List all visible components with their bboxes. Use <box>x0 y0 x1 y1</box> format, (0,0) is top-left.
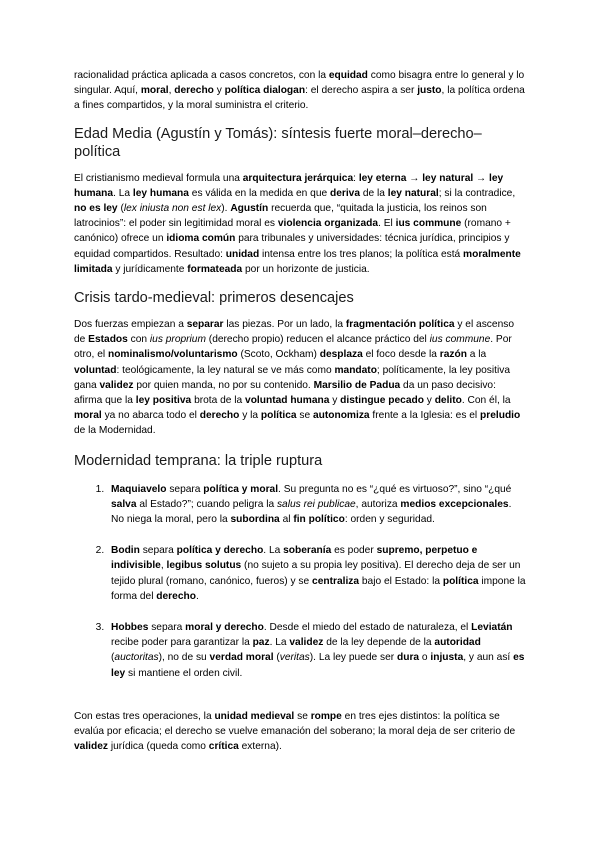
list-item-maquiavelo <box>107 482 526 528</box>
bold-text: distingue pecado <box>340 395 424 407</box>
bold-text: no es ley <box>74 203 118 215</box>
bold-text: ley positiva <box>135 395 192 407</box>
text-run: , <box>168 85 175 97</box>
text-run: da un paso decisivo: afirma que la <box>74 379 496 407</box>
bold-text: equidad <box>328 70 368 81</box>
italic-text: lex iniusta non est lex <box>123 203 222 215</box>
text-run: ). La ley puede ser <box>309 652 397 664</box>
bold-text: política <box>260 410 297 422</box>
text-run: separa <box>148 622 186 634</box>
text-run: se <box>296 410 313 422</box>
bold-text: supremo, perpetuo e indivisible <box>111 545 478 572</box>
text-run: , autoriza <box>355 498 401 510</box>
italic-text: veritas <box>279 652 310 664</box>
bold-text: Marsilio de Padua <box>313 379 401 391</box>
text-run: se <box>294 710 311 722</box>
bold-text: derecho <box>156 590 196 602</box>
text-run: ), no de su <box>158 652 210 664</box>
list-item-bodin <box>107 543 526 604</box>
bold-text: Estados <box>88 334 128 346</box>
bold-text: Hobbes <box>111 622 149 634</box>
bold-text: justo <box>417 85 442 97</box>
bold-text: política dialogan <box>224 85 306 97</box>
text-run: : <box>353 172 359 184</box>
bold-text: Maquiavelo <box>111 483 167 495</box>
text-run: Dos fuerzas empiezan a <box>74 319 187 331</box>
bold-text: moral <box>74 410 102 422</box>
text-run: . La <box>269 637 290 649</box>
text-run: , <box>160 560 167 572</box>
closing-paragraph <box>74 709 526 755</box>
bold-text: ley eterna → ley natural → ley humana <box>74 172 504 199</box>
bold-text: razón <box>439 349 467 361</box>
text-run: a la <box>466 349 487 361</box>
bold-text: violencia organizada <box>277 218 379 230</box>
text-run: recuerda que, “quitada la justicia, los reinos son latrocinios”: el poder sin legitimidad moral es <box>74 203 487 230</box>
italic-text: auctoritas <box>114 652 159 664</box>
bold-text: mandato <box>334 364 377 376</box>
bold-text: legibus solutus <box>166 560 242 572</box>
paragraph-crisis-tardo-medieval <box>74 317 526 439</box>
text-run: , y aun así <box>463 652 514 664</box>
bold-text: dura <box>397 652 420 664</box>
ruptures-list <box>74 482 526 681</box>
text-run: . El <box>378 218 396 230</box>
text-run: por quien manda, no por su contenido. <box>133 379 314 391</box>
bold-text: deriva <box>329 187 360 199</box>
heading-modernidad-temprana: Modernidad temprana: la triple ruptura <box>74 452 323 469</box>
bold-text: preludio <box>480 410 521 422</box>
bold-text: ley natural <box>387 187 439 199</box>
bold-text: moralmente limitada <box>74 248 521 275</box>
bold-text: soberanía <box>283 545 332 557</box>
text-run: ). <box>221 203 231 215</box>
text-run: o <box>419 652 431 664</box>
bold-text: salva <box>111 498 137 510</box>
text-run: frente a la Iglesia: es el <box>369 410 481 422</box>
text-run: y <box>423 395 435 407</box>
text-run: en tres ejes distintos: la política se evalúa por eficacia; el derecho se vuelve emanación del soberano; la moral deja de ser criterio de <box>74 710 516 738</box>
bold-text: separar <box>186 319 224 331</box>
bold-text: validez <box>289 637 324 649</box>
bold-text: arquitectura jerárquica <box>242 172 354 184</box>
bold-text: voluntad <box>74 364 117 376</box>
text-run: Con estas tres operaciones, la <box>74 710 215 722</box>
bold-text: validez <box>99 379 134 391</box>
bold-text: moral y derecho <box>185 622 264 634</box>
italic-text: ius proprium <box>149 334 206 346</box>
text-run: y <box>329 395 341 407</box>
text-run: de la <box>360 187 388 199</box>
text-run: de la ley depende de la <box>323 637 435 649</box>
text-run: con <box>127 334 150 346</box>
bold-text: Leviatán <box>471 622 513 634</box>
text-run: (Scoto, Ockham) <box>237 349 320 361</box>
text-run: : orden y seguridad. <box>344 514 435 526</box>
text-run: si mantiene el orden civil. <box>125 667 243 679</box>
text-run: de la Modernidad. <box>74 425 156 437</box>
text-run: separa <box>139 545 177 557</box>
text-run: . <box>195 590 199 602</box>
text-run: para tribunales y universidades: técnica jurídica, principios y equidad compartidos. Resultado: <box>74 233 510 260</box>
text-run: , la política ordena a fines compartidos, y la moral suministra el criterio. <box>74 85 525 112</box>
text-run: . La <box>113 187 133 199</box>
bold-text: ius commune <box>395 218 462 230</box>
bold-text: autoridad <box>434 637 481 649</box>
text-run: es válida en la medida en que <box>188 187 330 199</box>
bold-text: voluntad humana <box>245 395 330 407</box>
bold-text: rompe <box>310 710 342 722</box>
text-run: recibe poder para garantizar la <box>111 637 253 649</box>
bold-text: autonomiza <box>312 410 370 422</box>
bold-text: idioma común <box>166 233 236 245</box>
heading-edad-media: Edad Media (Agustín y Tomás): síntesis fuerte moral–derecho–política <box>74 125 482 160</box>
text-run: intensa entre los tres planos; la política está <box>259 248 464 260</box>
text-run: ( <box>111 652 115 664</box>
text-run: El cristianismo medieval formula una <box>74 172 243 184</box>
text-run: jurídica (queda como <box>107 741 209 753</box>
text-run: el foco desde la <box>362 349 440 361</box>
bold-text: verdad moral <box>209 652 274 664</box>
italic-text: ius commune <box>429 334 491 346</box>
bold-text: centraliza <box>312 575 360 587</box>
paragraph-edad-media <box>74 171 526 277</box>
text-run: . No niega la moral, pero la <box>111 498 512 526</box>
bold-text: Bodin <box>111 545 140 557</box>
bold-text: fragmentación política <box>345 319 455 331</box>
text-run: . Desde el miedo del estado de naturaleza, el <box>263 622 472 634</box>
bold-text: Agustín <box>230 203 269 215</box>
text-run: las piezas. Por un lado, la <box>223 319 346 331</box>
text-run: (derecho propio) reducen el alcance práctico del <box>205 334 430 346</box>
text-run: ( <box>273 652 280 664</box>
bold-text: subordina <box>230 514 280 526</box>
text-run: como bisagra entre lo general y lo singular. Aquí, <box>74 70 525 97</box>
bold-text: medios excepcionales <box>400 498 509 510</box>
bold-text: política y derecho <box>176 545 264 557</box>
text-run: y la <box>239 410 261 422</box>
bold-text: nominalismo/voluntarismo <box>107 349 238 361</box>
text-run: : teológicamente, la ley natural se ve más como <box>116 364 335 376</box>
bold-text: delito <box>434 395 462 407</box>
bold-text: política y moral <box>203 483 279 495</box>
text-run: ( <box>117 203 124 215</box>
text-run: . Su pregunta no es “¿qué es virtuoso?”, sino “¿qué <box>278 483 512 495</box>
text-run: . Con él, la <box>461 395 511 407</box>
list-item-hobbes <box>107 620 526 681</box>
text-run: y <box>213 85 225 97</box>
bold-text: desplaza <box>319 349 363 361</box>
text-run: . Por otro, el <box>74 334 512 361</box>
text-run: y jurídicamente <box>112 263 188 275</box>
italic-text: salus rei publicae <box>276 498 356 510</box>
bold-text: política <box>442 575 479 587</box>
document-body <box>74 68 526 755</box>
text-run: (romano + canónico) ofrece un <box>74 218 511 245</box>
text-run: ya no abarca todo el <box>101 410 200 422</box>
bold-text: unidad medieval <box>214 710 295 722</box>
bold-text: paz <box>252 637 270 649</box>
text-run: ; si la contradice, <box>438 187 516 199</box>
bold-text: es ley <box>111 652 525 679</box>
text-run: brota de la <box>191 395 246 407</box>
text-run: bajo el Estado: la <box>359 575 443 587</box>
bold-text: derecho <box>174 85 214 97</box>
text-run: (no sujeto a su propia ley positiva). El derecho deja de ser un tejido plural (romano, canónico, fueros) y se <box>111 560 521 587</box>
bold-text: moral <box>140 85 169 97</box>
text-run: y el ascenso de <box>74 319 514 346</box>
text-run: impone la forma del <box>111 575 526 602</box>
bold-text: validez <box>74 741 108 753</box>
text-run: racionalidad práctica aplicada a casos concretos, con la <box>74 70 329 81</box>
text-run: al Estado?”; cuando peligra la <box>136 498 277 510</box>
text-run: externa). <box>238 741 282 753</box>
text-run: es poder <box>331 545 377 557</box>
bold-text: ley humana <box>132 187 189 199</box>
text-run: ; políticamente, la ley positiva gana <box>74 364 510 391</box>
bold-text: fin político <box>293 514 345 526</box>
text-run: separa <box>166 483 204 495</box>
intro-paragraph <box>74 68 526 114</box>
text-run: por un horizonte de justicia. <box>242 263 370 275</box>
text-run: . La <box>263 545 284 557</box>
bold-text: unidad <box>225 248 260 260</box>
bold-text: formateada <box>187 263 243 275</box>
heading-crisis-tardo-medieval: Crisis tardo-medieval: primeros desencajes <box>74 290 354 307</box>
bold-text: crítica <box>208 741 239 753</box>
bold-text: injusta <box>430 652 464 664</box>
text-run: : el derecho aspira a ser <box>305 85 418 97</box>
bold-text: derecho <box>199 410 240 422</box>
text-run: al <box>279 514 294 526</box>
